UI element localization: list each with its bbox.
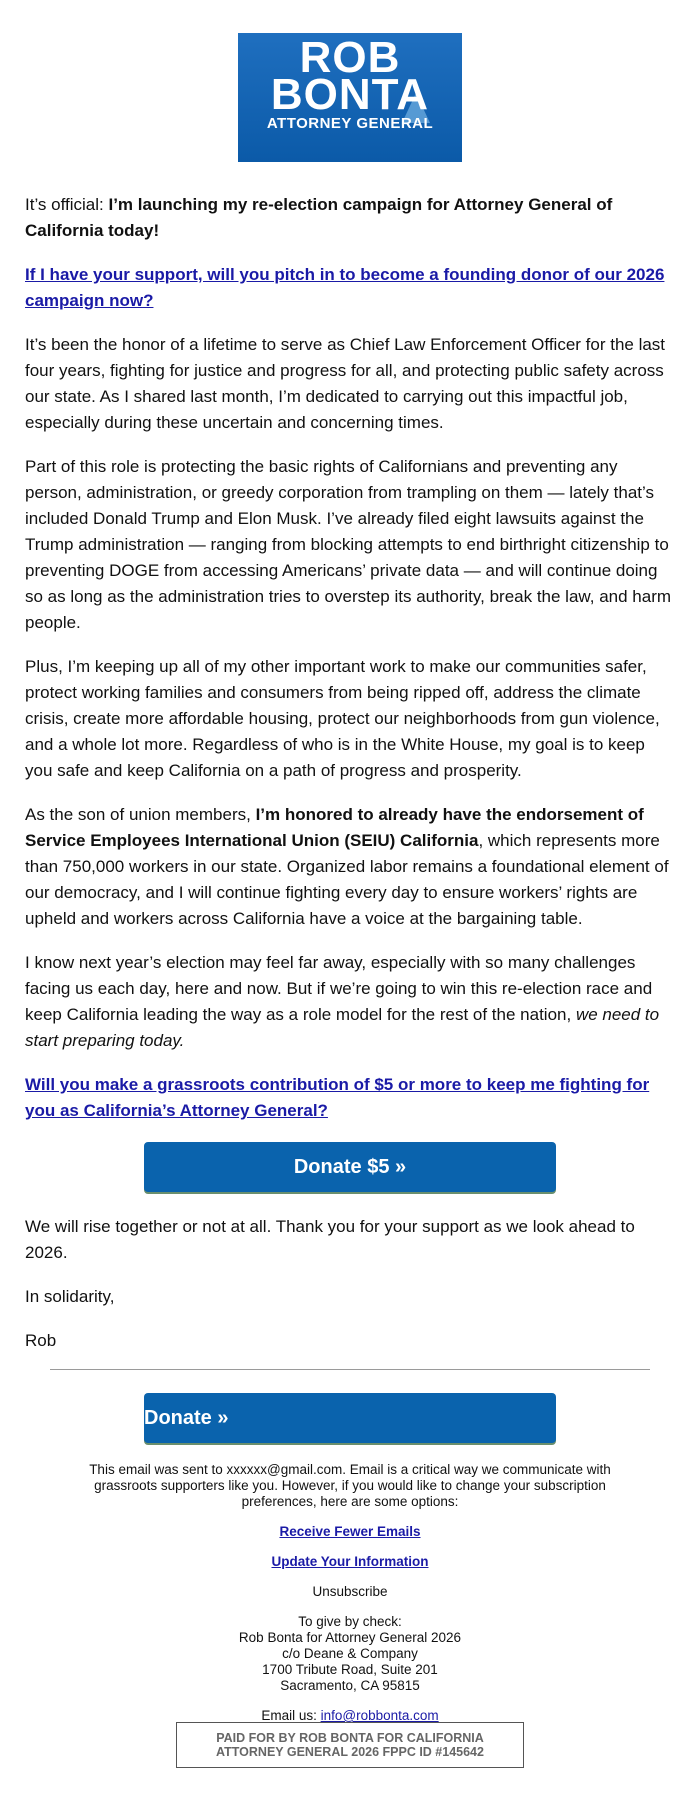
donate-button[interactable]: Donate » bbox=[144, 1393, 556, 1443]
election-italic: we need to start preparing today. bbox=[25, 1005, 660, 1050]
founding-donor-paragraph bbox=[25, 262, 675, 314]
donate-5-button[interactable]: Donate $5 » bbox=[144, 1142, 556, 1192]
paragraph-honor: It’s been the honor of a lifetime to serve as Chief Law Enforcement Officer for the last four years, fighting for justice and progress for all, and protecting public safety across our state. As I shared last month, I’m dedicated to carrying out this impactful job, especially during these uncertain and concerning times. bbox=[25, 335, 666, 432]
email-link[interactable]: info@robbonta.com bbox=[320, 1708, 439, 1723]
footer-notice: This email was sent to xxxxxx@gmail.com. Email is a critical way we communicate with grassroots supporters like you. However, if you would like to change your subscription preferences, here are some options: bbox=[89, 1462, 611, 1509]
unsubscribe-text[interactable]: Unsubscribe bbox=[312, 1584, 388, 1599]
logo-line-2: BONTA bbox=[270, 70, 430, 119]
signoff: In solidarity, bbox=[25, 1287, 115, 1306]
address-line-1: Rob Bonta for Attorney General 2026 bbox=[238, 1630, 462, 1645]
receive-fewer-emails-link[interactable]: Receive Fewer Emails bbox=[279, 1524, 421, 1539]
footer-fewer-wrap bbox=[60, 1524, 640, 1540]
footer-update-wrap bbox=[60, 1554, 640, 1570]
paid-line-2: ATTORNEY GENERAL 2026 FPPC ID #145642 bbox=[216, 1745, 484, 1759]
election-lead: I know next year’s election may feel far away, especially with so many challenges facing us each day, here and now. But if we’re going to win this re-election race and keep California leading the way as a role model for the rest of the nation, bbox=[25, 953, 653, 1024]
campaign-logo bbox=[238, 33, 462, 162]
union-bold: I’m honored to already have the endorsement of Service Employees International Union (SEIU) California bbox=[25, 805, 644, 850]
contribution-paragraph bbox=[25, 1072, 675, 1124]
address-line-4: Sacramento, CA 95815 bbox=[280, 1678, 420, 1693]
founding-donor-link[interactable]: If I have your support, will you pitch in to become a founding donor of our 2026 campaign now? bbox=[25, 265, 665, 310]
paid-for-disclaimer bbox=[176, 1722, 524, 1768]
paragraph-election bbox=[25, 950, 675, 1054]
union-lead: As the son of union members, bbox=[25, 805, 256, 824]
email-body bbox=[25, 192, 675, 1372]
address-line-2: c/o Deane & Company bbox=[282, 1646, 418, 1661]
union-rest: , which represents more than 750,000 workers in our state. Organized labor remains a foundational element of our democracy, and I will continue fighting every day to ensure workers’ rights are upheld and workers across California have a voice at the bargaining table. bbox=[25, 831, 669, 928]
footer bbox=[60, 1462, 640, 1738]
intro-lead: It’s official: bbox=[25, 195, 109, 214]
check-address bbox=[60, 1614, 640, 1694]
update-information-link[interactable]: Update Your Information bbox=[271, 1554, 429, 1569]
signature: Rob bbox=[25, 1331, 57, 1350]
email-label: Email us: bbox=[261, 1708, 321, 1723]
donate-5-wrap bbox=[25, 1142, 675, 1192]
intro-paragraph bbox=[25, 192, 675, 244]
paragraph-union bbox=[25, 802, 675, 932]
contribution-link[interactable]: Will you make a grassroots contribution of $5 or more to keep me fighting for you as California’s Attorney General? bbox=[25, 1075, 650, 1120]
check-label: To give by check: bbox=[298, 1614, 402, 1629]
intro-bold: I’m launching my re-election campaign for Attorney General of California today! bbox=[25, 195, 613, 240]
closing-paragraph: We will rise together or not at all. Thank you for your support as we look ahead to 2026. bbox=[25, 1217, 635, 1262]
logo-line-3: ATTORNEY GENERAL bbox=[266, 115, 434, 132]
divider bbox=[50, 1369, 650, 1370]
paragraph-rights: Part of this role is protecting the basic rights of Californians and preventing any person, administration, or greedy corporation from trampling on them — lately that’s included Donald Trump and Elon Musk. I’ve already filed eight lawsuits against the Trump administration — ranging from blocking attempts to end birthright citizenship to preventing DOGE from accessing Americans’ private data — and will continue doing so as long as the administration tries to overstep its authority, break the law, and harm people. bbox=[25, 457, 672, 632]
paragraph-work: Plus, I’m keeping up all of my other important work to make our communities safer, protect working families and consumers from being ripped off, address the climate crisis, create more affordable housing, protect our neighborhoods from gun violence, and a whole lot more. Regardless of who is in the White House, my goal is to keep you safe and keep California on a path of progress and prosperity. bbox=[25, 657, 660, 780]
address-line-3: 1700 Tribute Road, Suite 201 bbox=[262, 1662, 438, 1677]
paid-line-1: PAID FOR BY ROB BONTA FOR CALIFORNIA bbox=[216, 1731, 484, 1745]
logo-line-1: ROB bbox=[299, 33, 401, 82]
